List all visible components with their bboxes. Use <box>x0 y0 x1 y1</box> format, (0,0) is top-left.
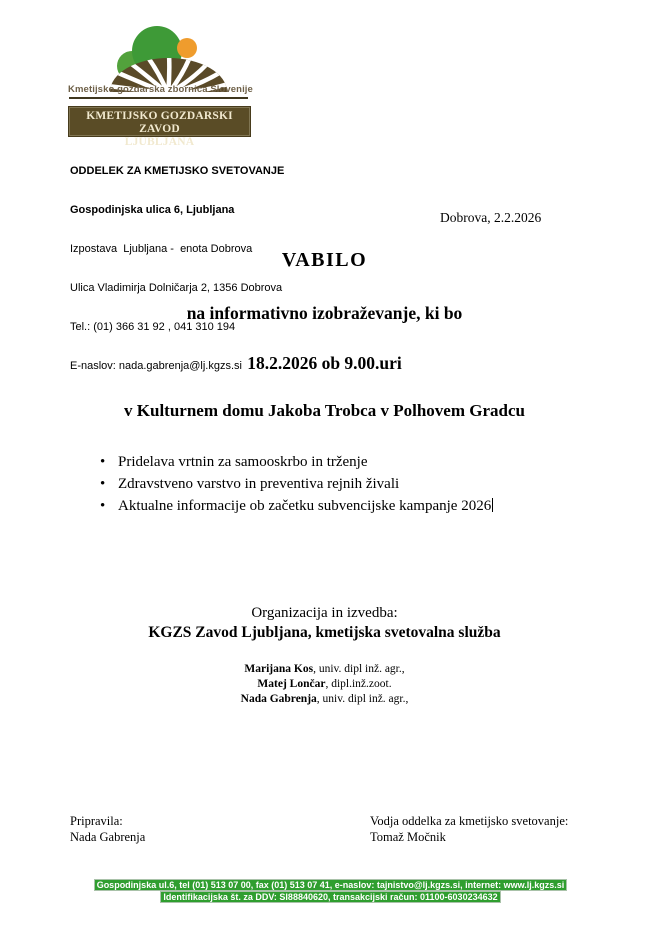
kgzs-logo-icon <box>68 22 251 92</box>
address-location: Ulica Vladimirja Dolničarja 2, 1356 Dobrova <box>70 282 283 294</box>
head-name: Tomaž Močnik <box>370 829 446 844</box>
person-name: Nada Gabrenja <box>240 693 317 705</box>
organizer-intro: Organizacija in izvedba: <box>251 605 398 621</box>
invitation-datetime: 18.2.2026 ob 9.00.uri <box>247 353 402 373</box>
invitation-title: VABILO <box>281 249 368 271</box>
person-name: Marijana Kos <box>244 663 314 675</box>
organizer-name: KGZS Zavod Ljubljana, kmetijska svetovalna služba <box>148 624 501 641</box>
address-branch: Izpostava Ljubljana - enota Dobrova <box>70 243 253 255</box>
person-line <box>0 692 649 707</box>
person-title: , univ. dipl inž. agr., <box>313 663 405 675</box>
person-line <box>0 677 649 692</box>
prepared-by-label: Pripravila: <box>70 814 123 828</box>
banner-line2: LJUBLJANA <box>124 136 195 148</box>
topic-item <box>98 473 493 495</box>
signature-left <box>70 814 145 845</box>
topic-text: Pridelava vrtnin za samooskrbo in trženje <box>118 454 368 470</box>
address-street: Gospodinjska ulica 6, Ljubljana <box>70 204 235 216</box>
address-email: E-naslov: nada.gabrenja@lj.kgzs.si <box>70 360 242 372</box>
footer-tax-line: Identifikacijska št. za DDV: SI88840620, transakcijski račun: 01100-6030234632 <box>163 892 498 902</box>
topic-text: Aktualne informacije ob začetku subvencijske kampanje 2026 <box>118 498 492 514</box>
address-phone: Tel.: (01) 366 31 92 , 041 310 194 <box>70 321 236 333</box>
banner-line1: KMETIJSKO GOZDARSKI ZAVOD <box>86 110 233 135</box>
logo-underline <box>69 97 248 99</box>
dateline: Dobrova, 2.2.2026 <box>440 210 542 225</box>
signature-right <box>370 814 568 845</box>
logo-caption: Kmetijsko gozdarska zbornica Slovenije <box>68 84 253 95</box>
text-cursor <box>492 498 493 512</box>
head-label: Vodja oddelka za kmetijsko svetovanje: <box>370 814 569 828</box>
topic-item <box>98 451 493 473</box>
person-name: Matej Lončar <box>257 678 326 690</box>
organizer-people <box>0 662 649 707</box>
prepared-by-name: Nada Gabrenja <box>70 829 146 844</box>
topics-list <box>98 451 493 517</box>
footer <box>6 879 649 903</box>
footer-row <box>6 891 649 903</box>
person-line <box>0 662 649 677</box>
person-title: , univ. dipl inž. agr., <box>316 693 409 705</box>
person-title: , dipl.inž.zoot. <box>325 678 392 690</box>
address-department: ODDELEK ZA KMETIJSKO SVETOVANJE <box>70 165 285 177</box>
institute-banner <box>68 106 251 148</box>
footer-row <box>6 879 649 891</box>
invitation-subtitle: na informativno izobraževanje, ki bo <box>186 303 463 323</box>
topic-text: Zdravstveno varstvo in preventiva rejnih živali <box>118 476 400 492</box>
topic-item <box>98 495 493 517</box>
footer-contact-line: Gospodinjska ul.6, tel (01) 513 07 00, fax (01) 513 07 41, e-naslov: tajnistvo@lj.kgzs.si, internet: www.lj.kgzs.si <box>96 880 565 890</box>
invitation-venue: v Kulturnem domu Jakoba Trobca v Polhovem Gradcu <box>124 401 525 420</box>
